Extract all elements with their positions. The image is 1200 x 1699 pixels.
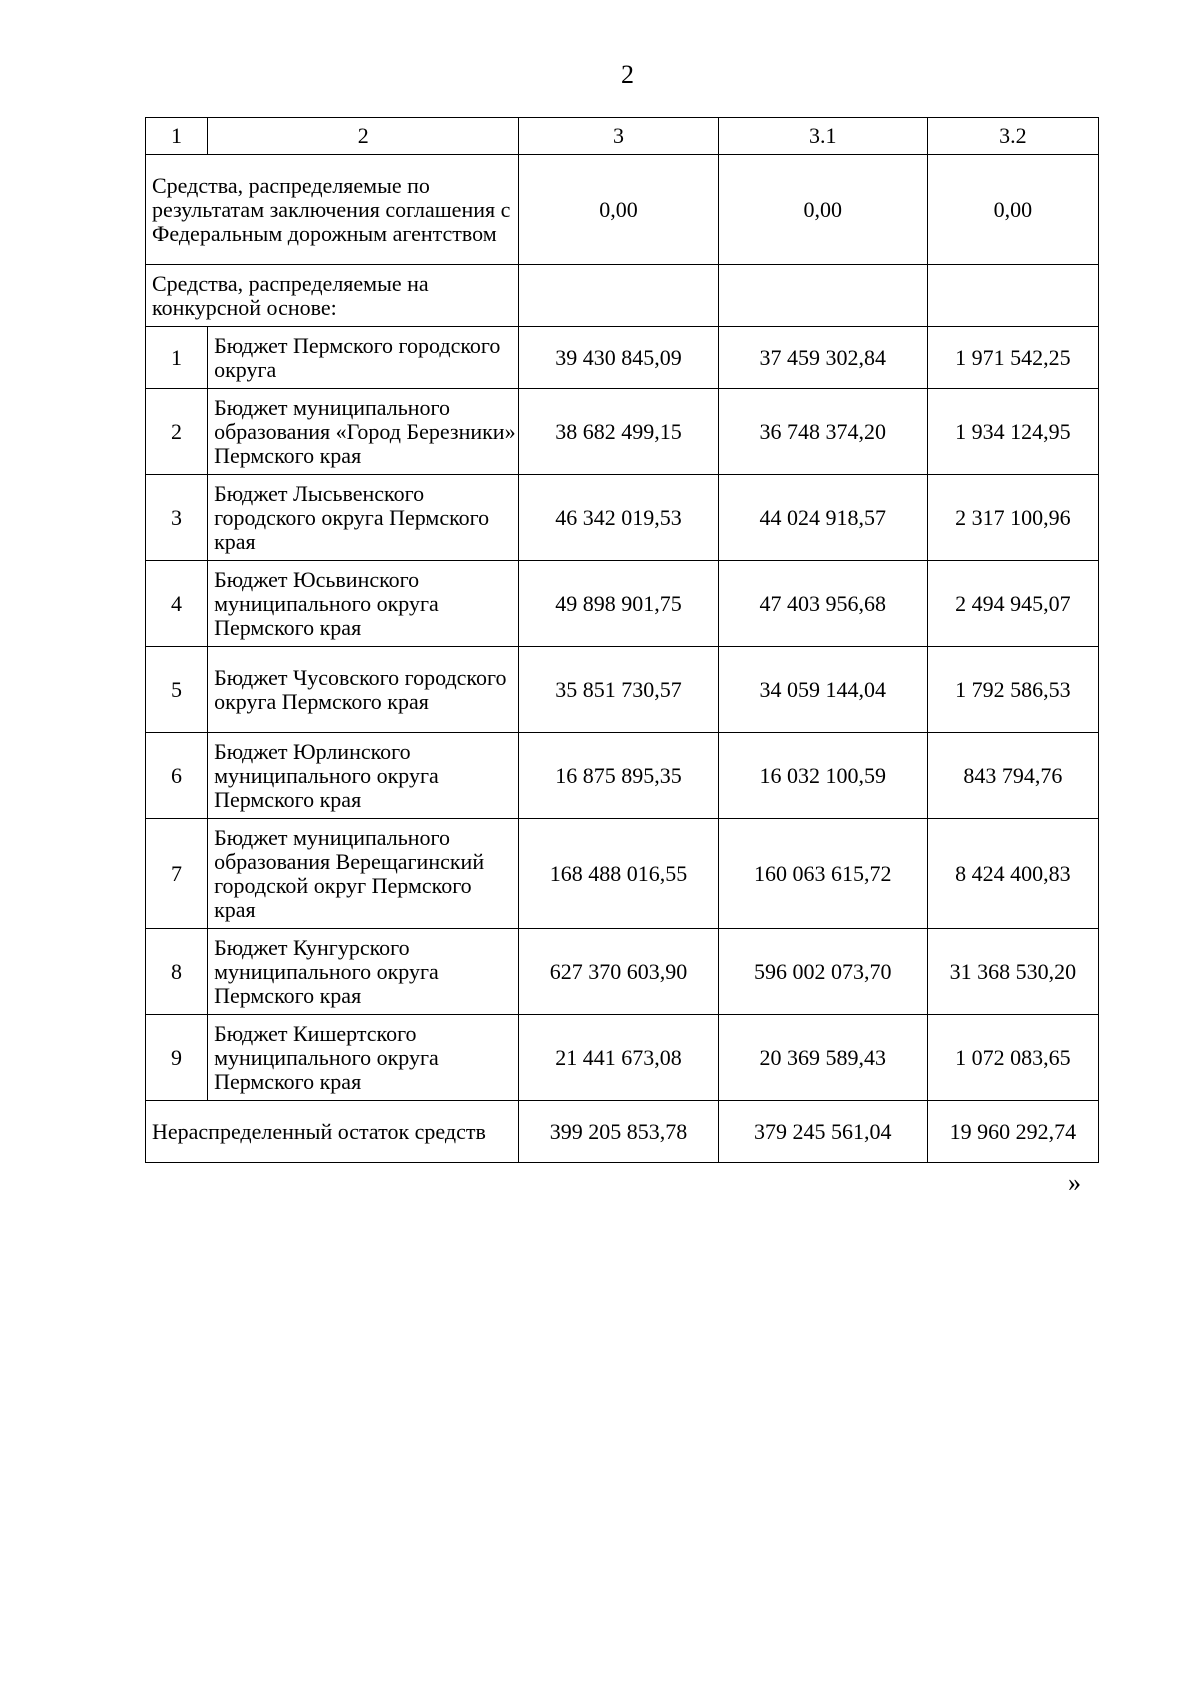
header-cell-1: 1 <box>146 118 208 155</box>
remainder-row <box>146 1101 1099 1163</box>
table-row <box>146 561 1099 647</box>
row-budget-name: Бюджет Лысьвенского городского округа Пермского края <box>208 475 519 561</box>
federal-agency-value-3-2: 0,00 <box>927 155 1098 265</box>
row-budget-name: Бюджет Чусовского городского округа Пермского края <box>208 647 519 733</box>
header-cell-2: 2 <box>208 118 519 155</box>
federal-agency-value-3-1: 0,00 <box>718 155 927 265</box>
table-row <box>146 733 1099 819</box>
page-number: 2 <box>621 60 634 89</box>
row-value-3-2: 1 792 586,53 <box>927 647 1098 733</box>
row-value-3: 38 682 499,15 <box>519 389 718 475</box>
row-value-3: 35 851 730,57 <box>519 647 718 733</box>
row-value-3-1: 37 459 302,84 <box>718 327 927 389</box>
closing-quote-mark: » <box>1068 1168 1081 1197</box>
federal-agency-row <box>146 155 1099 265</box>
row-value-3-1: 596 002 073,70 <box>718 929 927 1015</box>
row-number: 5 <box>146 647 208 733</box>
row-value-3-1: 16 032 100,59 <box>718 733 927 819</box>
competitive-basis-empty-3-1 <box>718 265 927 327</box>
row-budget-name: Бюджет Пермского городского округа <box>208 327 519 389</box>
competitive-basis-row <box>146 265 1099 327</box>
remainder-value-3: 399 205 853,78 <box>519 1101 718 1163</box>
row-budget-name: Бюджет муниципального образования «Город Березники» Пермского края <box>208 389 519 475</box>
row-budget-name: Бюджет Юсьвинского муниципального округа Пермского края <box>208 561 519 647</box>
row-value-3-2: 1 971 542,25 <box>927 327 1098 389</box>
row-number: 4 <box>146 561 208 647</box>
row-number: 8 <box>146 929 208 1015</box>
row-number: 9 <box>146 1015 208 1101</box>
table-row <box>146 389 1099 475</box>
budget-distribution-table <box>145 117 1099 1163</box>
row-value-3-2: 8 424 400,83 <box>927 819 1098 929</box>
row-number: 6 <box>146 733 208 819</box>
row-value-3-2: 2 317 100,96 <box>927 475 1098 561</box>
competitive-basis-empty-3 <box>519 265 718 327</box>
row-value-3-2: 1 934 124,95 <box>927 389 1098 475</box>
row-value-3: 49 898 901,75 <box>519 561 718 647</box>
federal-agency-value-3: 0,00 <box>519 155 718 265</box>
header-cell-3-1: 3.1 <box>718 118 927 155</box>
table-header-row <box>146 118 1099 155</box>
federal-agency-label: Средства, распределяемые по результатам заключения соглашения с Федеральным дорожным агентством <box>146 155 519 265</box>
row-value-3-1: 44 024 918,57 <box>718 475 927 561</box>
table-row <box>146 1015 1099 1101</box>
table-row <box>146 327 1099 389</box>
table-row <box>146 819 1099 929</box>
row-budget-name: Бюджет муниципального образования Верещагинский городской округ Пермского края <box>208 819 519 929</box>
row-value-3-1: 34 059 144,04 <box>718 647 927 733</box>
competitive-basis-empty-3-2 <box>927 265 1098 327</box>
row-value-3: 168 488 016,55 <box>519 819 718 929</box>
table-row <box>146 647 1099 733</box>
row-value-3-2: 843 794,76 <box>927 733 1098 819</box>
row-number: 1 <box>146 327 208 389</box>
row-value-3: 39 430 845,09 <box>519 327 718 389</box>
row-budget-name: Бюджет Юрлинского муниципального округа Пермского края <box>208 733 519 819</box>
row-value-3-1: 47 403 956,68 <box>718 561 927 647</box>
row-value-3-2: 31 368 530,20 <box>927 929 1098 1015</box>
remainder-value-3-2: 19 960 292,74 <box>927 1101 1098 1163</box>
row-number: 7 <box>146 819 208 929</box>
row-number: 2 <box>146 389 208 475</box>
row-value-3: 627 370 603,90 <box>519 929 718 1015</box>
row-value-3: 21 441 673,08 <box>519 1015 718 1101</box>
table-row <box>146 929 1099 1015</box>
row-value-3: 16 875 895,35 <box>519 733 718 819</box>
row-value-3-1: 160 063 615,72 <box>718 819 927 929</box>
competitive-basis-label: Средства, распределяемые на конкурсной основе: <box>146 265 519 327</box>
row-budget-name: Бюджет Кунгурского муниципального округа Пермского края <box>208 929 519 1015</box>
remainder-value-3-1: 379 245 561,04 <box>718 1101 927 1163</box>
header-cell-3: 3 <box>519 118 718 155</box>
row-value-3-1: 20 369 589,43 <box>718 1015 927 1101</box>
row-value-3: 46 342 019,53 <box>519 475 718 561</box>
row-number: 3 <box>146 475 208 561</box>
row-value-3-2: 1 072 083,65 <box>927 1015 1098 1101</box>
remainder-label: Нераспределенный остаток средств <box>146 1101 519 1163</box>
row-value-3-2: 2 494 945,07 <box>927 561 1098 647</box>
table-row <box>146 475 1099 561</box>
row-budget-name: Бюджет Кишертского муниципального округа Пермского края <box>208 1015 519 1101</box>
row-value-3-1: 36 748 374,20 <box>718 389 927 475</box>
header-cell-3-2: 3.2 <box>927 118 1098 155</box>
